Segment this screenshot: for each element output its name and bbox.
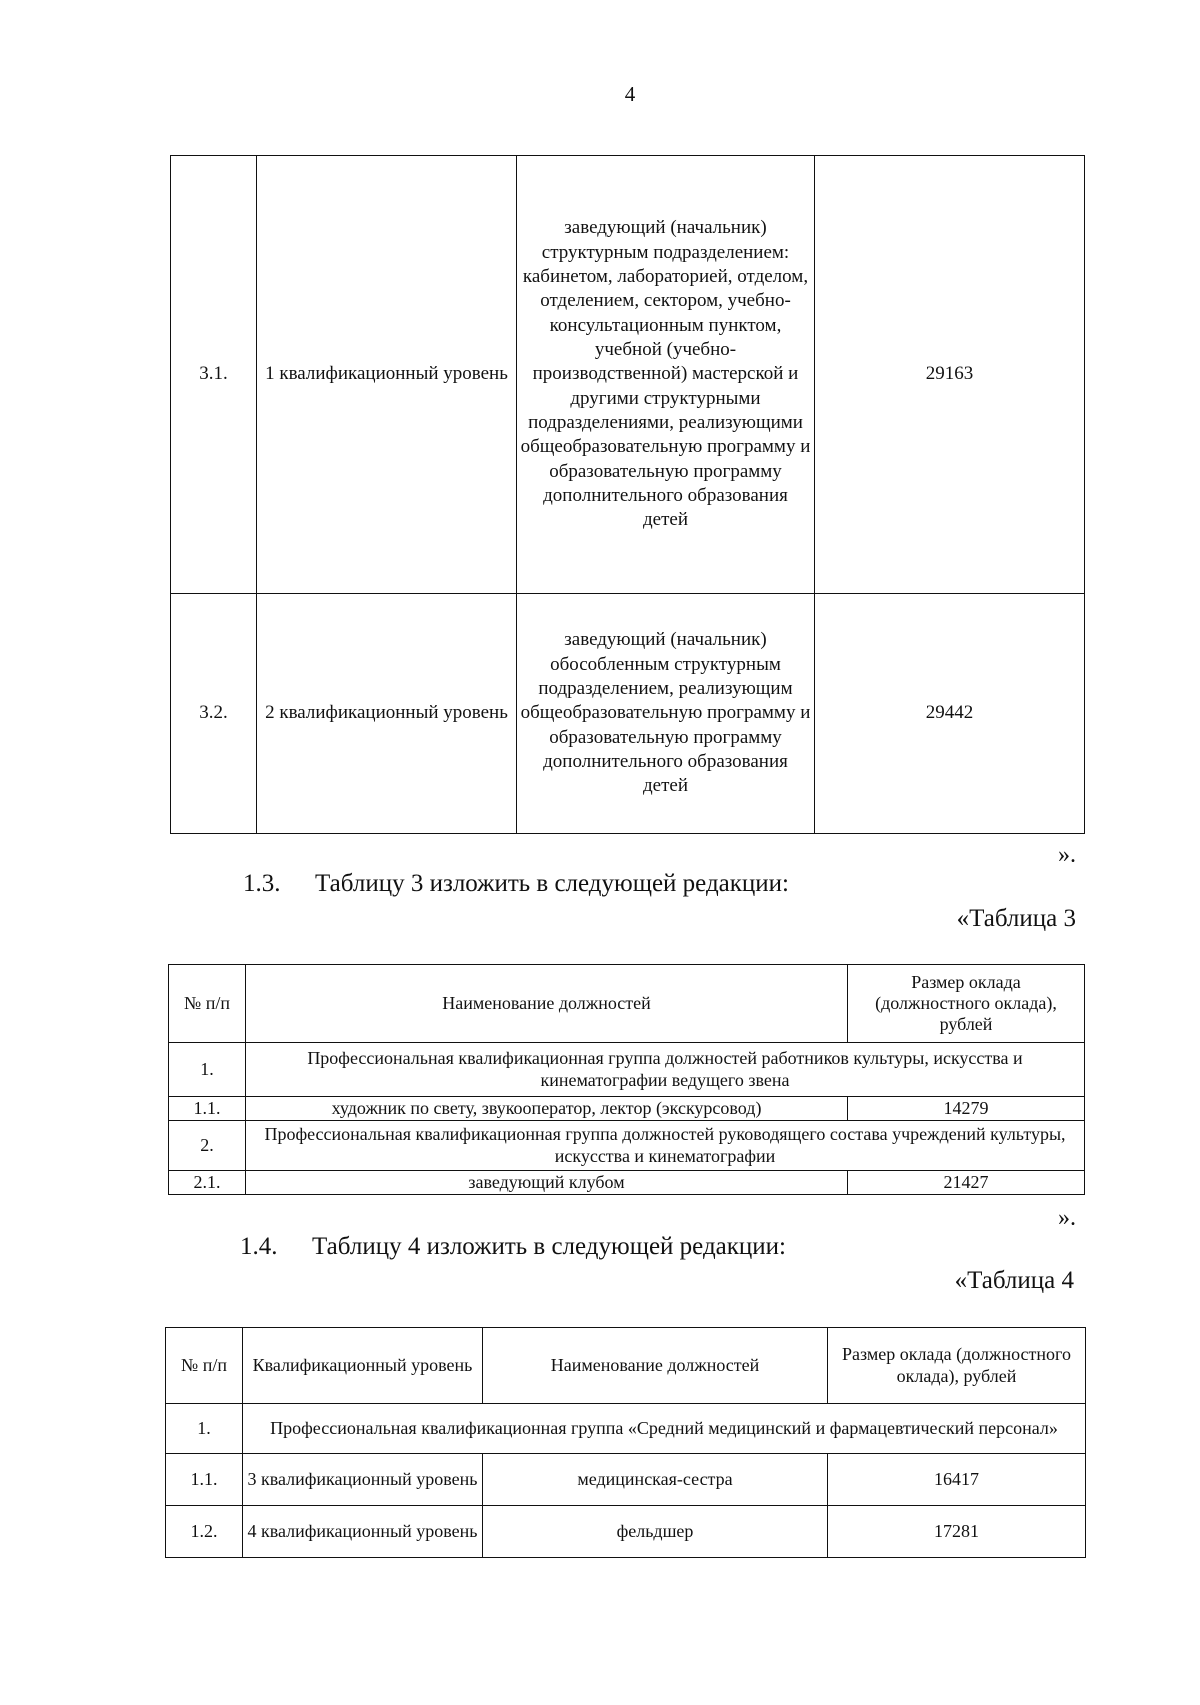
closing-quote: ». [1058,842,1076,868]
table-row [166,1404,1086,1454]
table-4 [165,1327,1086,1558]
header-level: Квалификационный уровень [243,1328,483,1404]
section-text: Таблицу 4 изложить в следующей редакции: [312,1233,786,1260]
row-number: 1. [169,1043,246,1097]
group-name: Профессиональная квалификационная группа должностей работников культуры, искусства и кинематографии ведущего звена [246,1043,1085,1097]
qualification-level: 3 квалификационный уровень [243,1454,483,1506]
section-heading [243,870,789,898]
table-header-row [169,965,1085,1043]
table-row [171,156,1085,594]
qualification-level: 1 квалификационный уровень [257,156,517,594]
closing-quote: ». [1058,1205,1076,1231]
position-name: медицинская-сестра [483,1454,828,1506]
table-row [169,1097,1085,1121]
section-number: 1.3. [243,870,281,897]
row-number: 1.2. [166,1506,243,1558]
table-2-continuation [170,155,1085,834]
table-row [166,1454,1086,1506]
header-number: № п/п [166,1328,243,1404]
salary-value: 17281 [828,1506,1086,1558]
row-number: 1. [166,1404,243,1454]
table-row [166,1506,1086,1558]
section-heading [240,1233,786,1261]
position-name: заведующий (начальник) структурным подразделением: кабинетом, лабораторией, отделом, отделением, сектором, учебно-консультационным пунктом, учебной (учебно-производственной) мастерской и другими структурными подразделениями, реализующими общеобразовательную программу и образовательную программу дополнительного образования детей [517,156,815,594]
qualification-level: 2 квалификационный уровень [257,594,517,834]
table-header-row [166,1328,1086,1404]
header-salary: Размер оклада (должностного оклада), рублей [848,965,1085,1043]
header-number: № п/п [169,965,246,1043]
group-name: Профессиональная квалификационная группа «Средний медицинский и фармацевтический персонал» [243,1404,1086,1454]
row-number: 3.1. [171,156,257,594]
table-row [171,594,1085,834]
row-number: 2. [169,1121,246,1171]
group-name: Профессиональная квалификационная группа должностей руководящего состава учреждений культуры, искусства и кинематографии [246,1121,1085,1171]
row-number: 2.1. [169,1171,246,1195]
table-row [169,1171,1085,1195]
page-number: 4 [624,82,636,106]
salary-value: 16417 [828,1454,1086,1506]
position-name: заведующий (начальник) обособленным структурным подразделением, реализующим общеобразовательную программу и образовательную программу дополнительного образования детей [517,594,815,834]
table-caption: «Таблица 4 [954,1267,1074,1294]
salary-value: 21427 [848,1171,1085,1195]
salary-value: 29163 [815,156,1085,594]
row-number: 3.2. [171,594,257,834]
table-caption: «Таблица 3 [956,905,1076,932]
header-salary: Размер оклада (должностного оклада), рублей [828,1328,1086,1404]
row-number: 1.1. [169,1097,246,1121]
position-name: фельдшер [483,1506,828,1558]
header-name: Наименование должностей [483,1328,828,1404]
table-3 [168,964,1085,1195]
section-number: 1.4. [240,1233,278,1260]
position-name: художник по свету, звукооператор, лектор (экскурсовод) [246,1097,848,1121]
table-row [169,1043,1085,1097]
header-name: Наименование должностей [246,965,848,1043]
qualification-level: 4 квалификационный уровень [243,1506,483,1558]
position-name: заведующий клубом [246,1171,848,1195]
salary-value: 29442 [815,594,1085,834]
table-row [169,1121,1085,1171]
section-text: Таблицу 3 изложить в следующей редакции: [315,870,789,897]
salary-value: 14279 [848,1097,1085,1121]
row-number: 1.1. [166,1454,243,1506]
